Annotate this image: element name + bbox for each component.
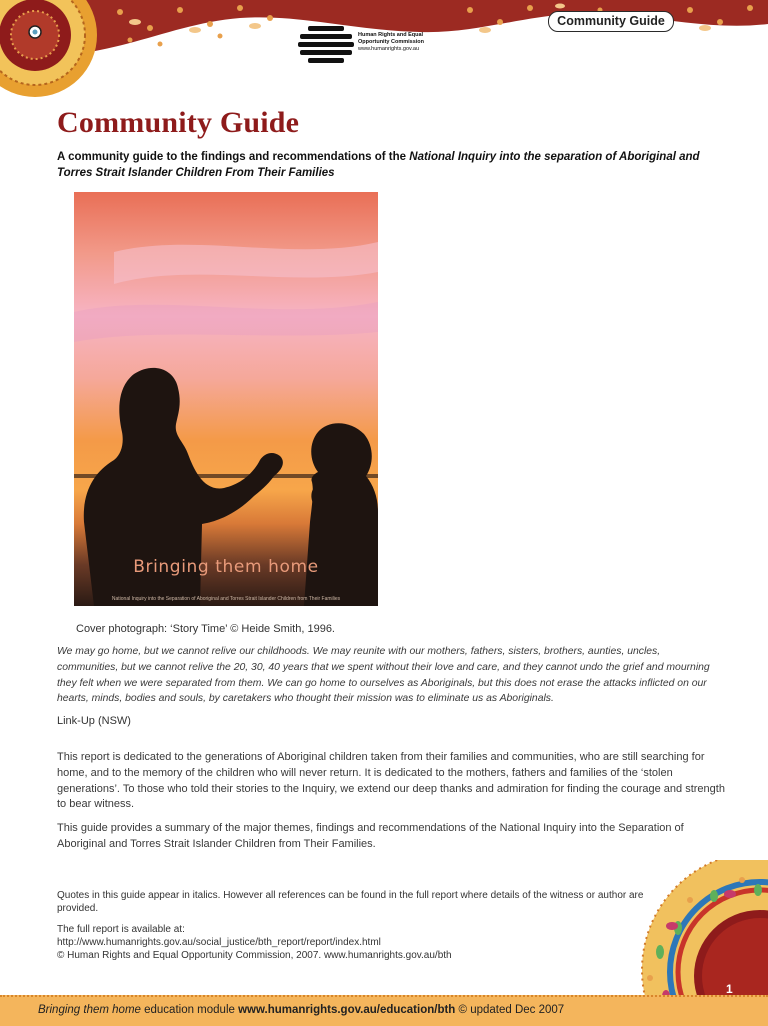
full-report-info: [57, 923, 667, 962]
community-guide-tag: Community Guide: [548, 11, 674, 32]
hreoc-logo-text: Human Rights and Equal Opportunity Commission www.humanrights.gov.au: [358, 32, 424, 52]
footer-text: Bringing them home education module www.humanrights.gov.au/education/bth © updated Dec 2007: [38, 1004, 565, 1016]
dedication-paragraph: This report is dedicated to the generations of Aboriginal children taken from their families and communities, who are still searching for home, and to the memory of the children who will never return. It is dedicated to the mothers, fathers and families of the ‘stolen generations’. To those who told their stories to the Inquiry, we extend our deep thanks and admiration for finding the courage and strength to bear witness.: [57, 751, 725, 811]
quote-text: We may go home, but we cannot relive our childhoods. We may reunite with our mothers, fathers, sisters, brothers, aunties, uncles, communities, but we cannot relive the 20, 30, 40 years that we spent without their love and care, and they cannot undo the grief and mourning they felt when we were separated from them. We can go home to ourselves as Aboriginals, but this does not erase the attacks inflicted on our hearts, minds, bodies and souls, by caretakers who thought their mission was to eliminate us as Aboriginals.: [57, 646, 710, 705]
summary-paragraph: This guide provides a summary of the major themes, findings and recommendations of the National Inquiry into the Separation of Aboriginal and Torres Strait Islander Children from Their Families.: [57, 822, 684, 850]
italics-note: Quotes in this guide appear in italics. However all references can be found in the full report where details of the witness or author are provided.: [57, 890, 644, 914]
full-report-link[interactable]: http://www.humanrights.gov.au/social_justice/bth_report/report/index.html: [57, 937, 381, 948]
cover-photograph: [74, 192, 378, 606]
copyright-line: © Human Rights and Equal Opportunity Commission, 2007. www.humanrights.gov.au/bth: [57, 950, 452, 961]
photo-caption: Cover photograph: ‘Story Time’ © Heide Smith, 1996.: [76, 623, 335, 635]
footer-url-link[interactable]: www.humanrights.gov.au/education/bth: [238, 1004, 456, 1016]
full-report-label: The full report is available at:: [57, 924, 185, 935]
page-number: 1: [726, 982, 733, 996]
quote-attribution: Link-Up (NSW): [57, 715, 131, 727]
page-title: Community Guide: [57, 106, 300, 139]
cover-subtitle: National Inquiry into the Separation of Aboriginal and Torres Strait Islander Children from Their Families: [111, 596, 341, 602]
cover-title: Bringing them home: [133, 557, 319, 577]
page-subtitle: A community guide to the findings and recommendations of the National Inquiry into the separation of Aboriginal and Torres Strait Islander Children From Their Families: [57, 151, 700, 179]
